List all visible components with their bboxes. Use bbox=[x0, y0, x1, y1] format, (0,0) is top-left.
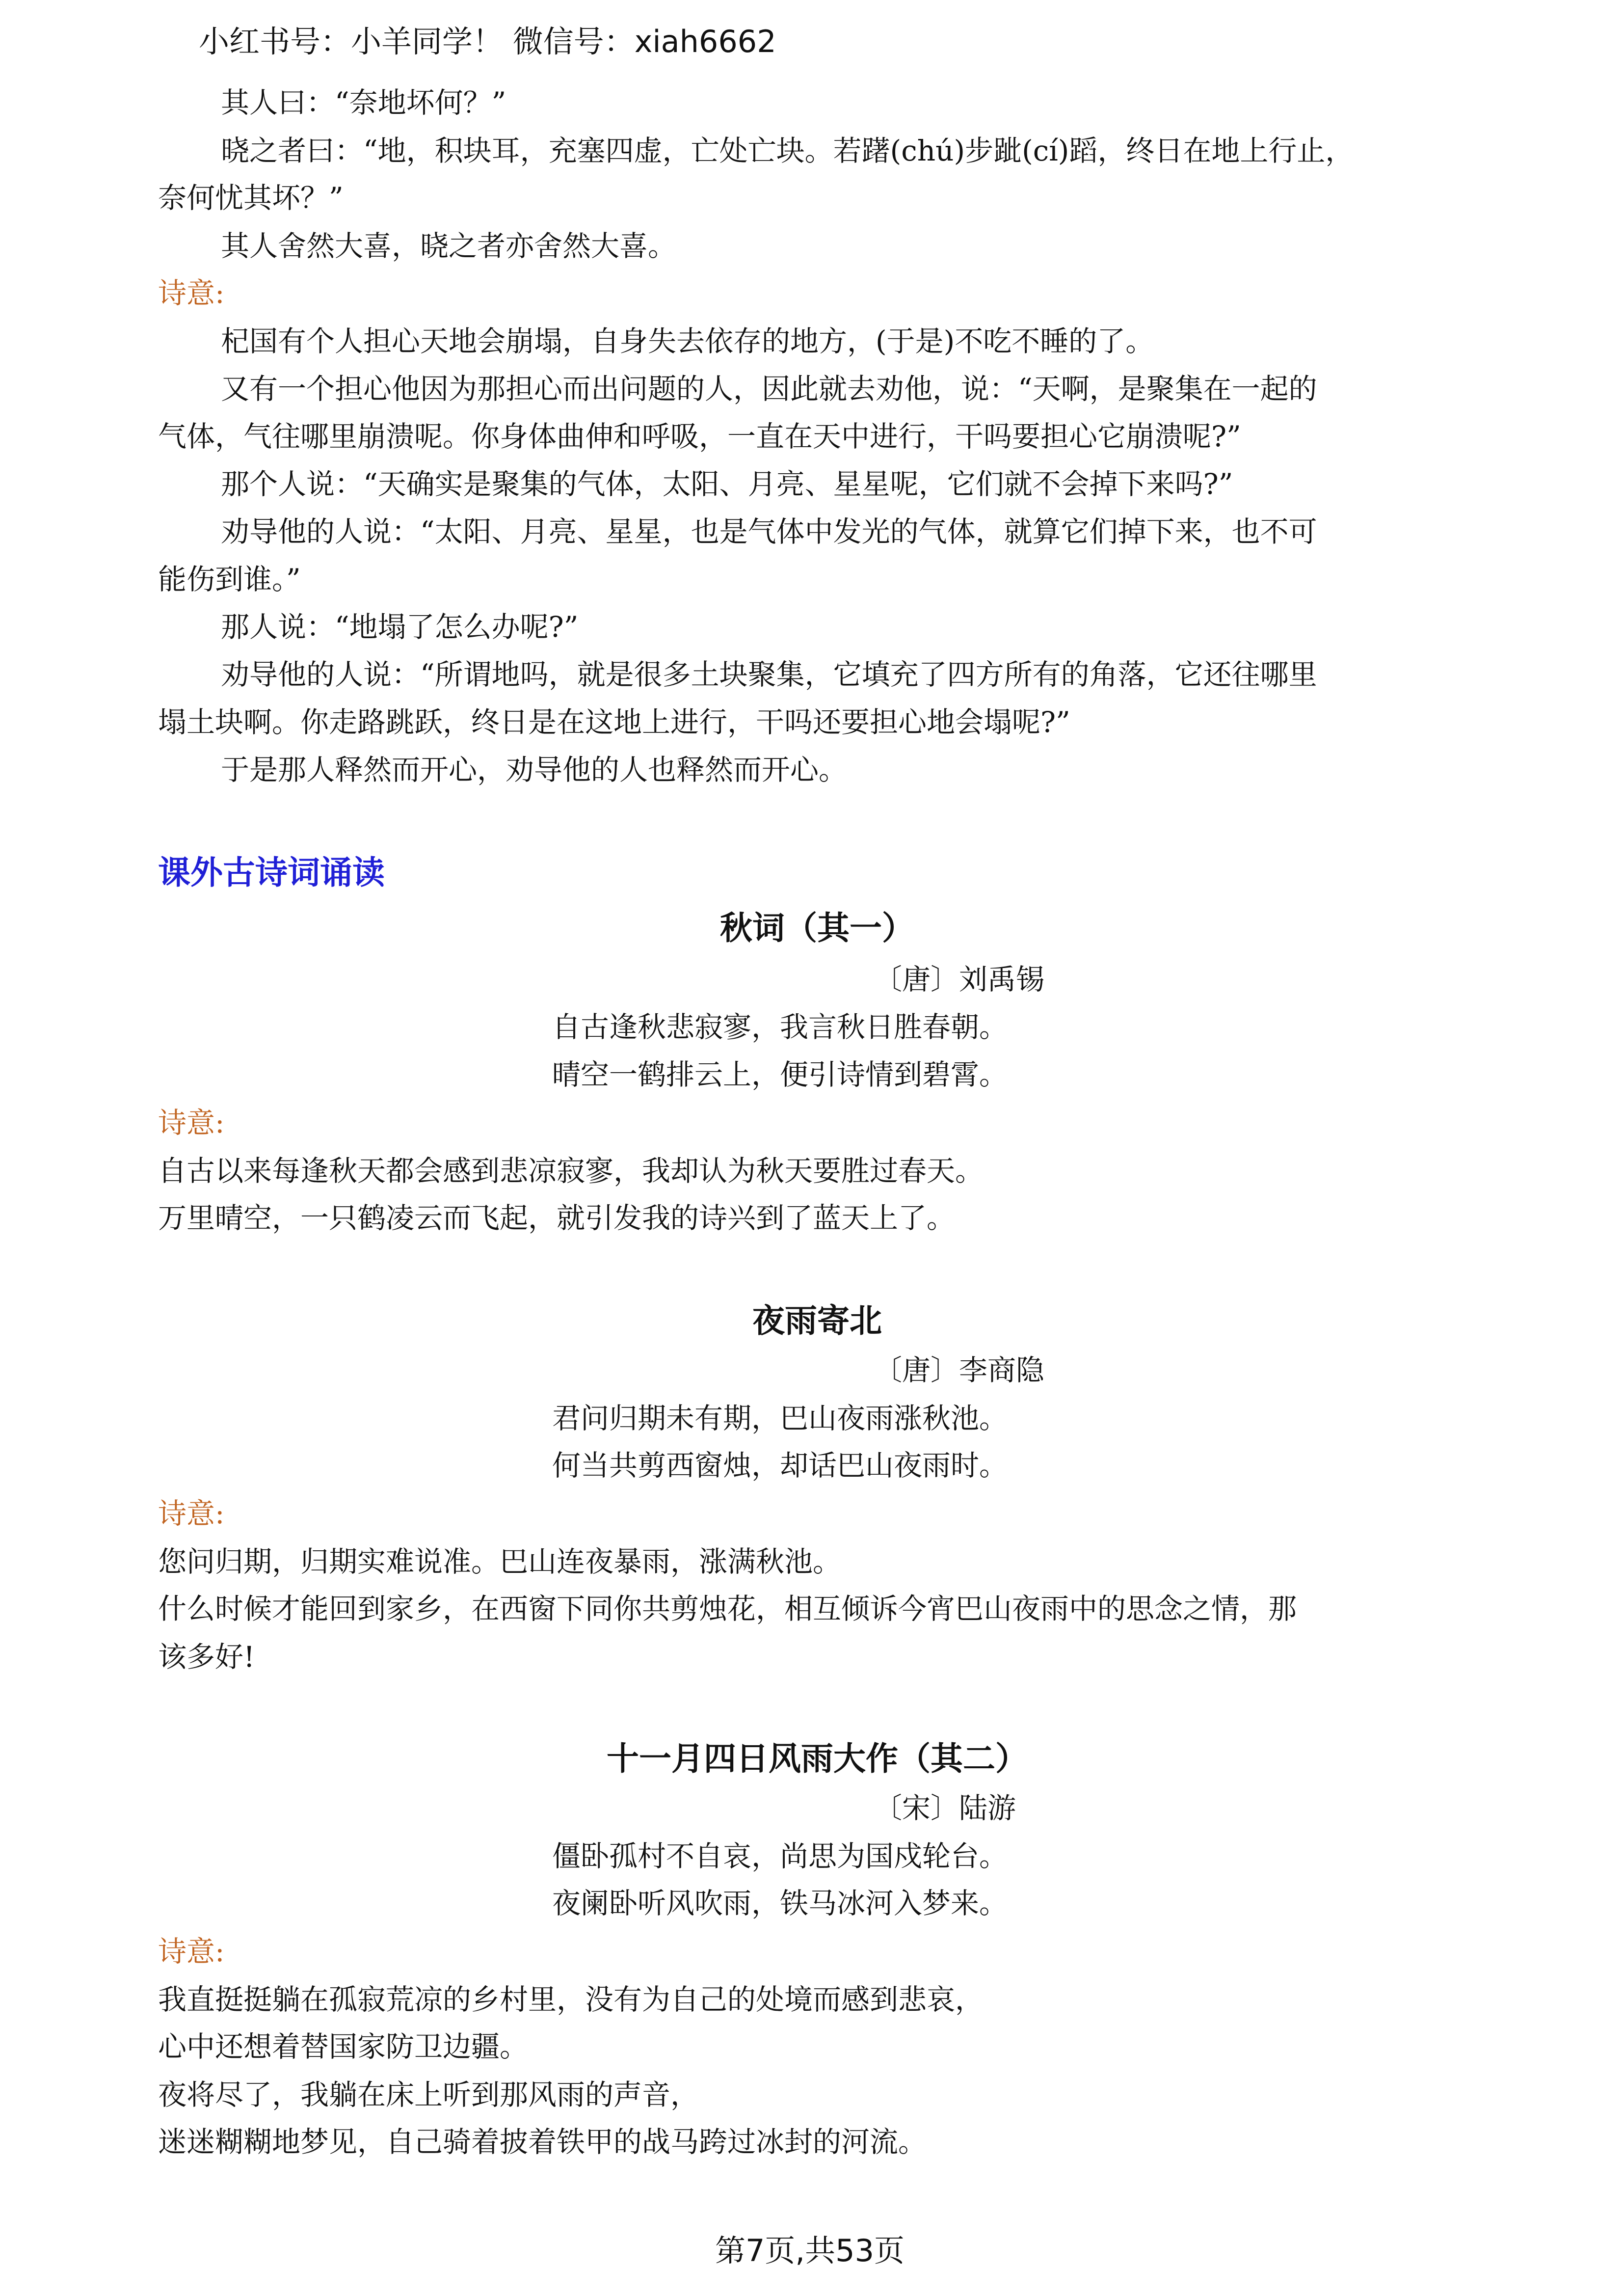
translation-line: 杞国有个人担心天地会崩塌，自身失去依存的地方，(于是)不吃不睡的了。 bbox=[221, 324, 1154, 358]
translation-line: 那个人说：“天确实是聚集的气体，太阳、月亮、星星呢，它们就不会掉下来吗?” bbox=[221, 467, 1233, 501]
story-line: 晓之者曰：“地，积块耳，充塞四虚，亡处亡块。若躇(chú)步跐(cí)蹈，终日在地上行止， bbox=[221, 134, 1354, 167]
translation-line: 劝导他的人说：“所谓地吗，就是很多土块聚集，它填充了四方所有的角落，它还往哪里 bbox=[221, 658, 1317, 691]
meaning-label: 诗意: bbox=[158, 276, 225, 310]
watermark-header: 小红书号：小羊同学！ 微信号：xiah6662 bbox=[199, 24, 776, 59]
translation-line: 那人说：“地塌了怎么办呢?” bbox=[221, 610, 579, 644]
translation-line: 塌土块啊。你走路跳跃，终日是在这地上进行，干吗还要担心地会塌呢?” bbox=[158, 705, 1070, 739]
meaning-line: 迷迷糊糊地梦见，自己骑着披着铁甲的战马跨过冰封的河流。 bbox=[158, 2125, 927, 2159]
meaning-line: 万里晴空，一只鹤凌云而飞起，就引发我的诗兴到了蓝天上了。 bbox=[158, 1201, 956, 1235]
translation-line: 又有一个担心他因为那担心而出问题的人，因此就去劝他，说：“天啊，是聚集在一起的 bbox=[221, 372, 1317, 405]
poem-author: 〔唐〕李商隐 bbox=[874, 1353, 1045, 1387]
poem-title: 秋词（其一） bbox=[720, 909, 914, 947]
meaning-line: 该多好! bbox=[158, 1640, 255, 1674]
meaning-line: 自古以来每逢秋天都会感到悲凉寂寥，我却认为秋天要胜过春天。 bbox=[158, 1154, 984, 1188]
poem-title: 十一月四日风雨大作（其二） bbox=[607, 1739, 1028, 1778]
story-line: 其人曰：“奈地坏何？” bbox=[221, 86, 506, 119]
translation-line: 于是那人释然而开心，劝导他的人也释然而开心。 bbox=[221, 753, 848, 786]
story-line: 奈何忧其坏？” bbox=[158, 181, 344, 215]
meaning-label: 诗意: bbox=[158, 1497, 225, 1530]
meaning-line: 我直挺挺躺在孤寂荒凉的乡村里，没有为自己的处境而感到悲哀， bbox=[158, 1983, 984, 2016]
poem-line: 自古逢秋悲寂寥，我言秋日胜春朝。 bbox=[552, 1010, 1008, 1044]
section-title: 课外古诗词诵读 bbox=[158, 854, 385, 891]
meaning-label: 诗意: bbox=[158, 1935, 225, 1968]
translation-line: 气体，气往哪里崩溃呢。你身体曲伸和呼吸，一直在天中进行，干吗要担心它崩溃呢?” bbox=[158, 420, 1241, 453]
page-number: 第7页,共53页 bbox=[715, 2233, 905, 2269]
poem-line: 晴空一鹤排云上，便引诗情到碧霄。 bbox=[552, 1058, 1008, 1091]
poem-line: 夜阑卧听风吹雨，铁马冰河入梦来。 bbox=[552, 1887, 1008, 1920]
poem-author: 〔宋〕陆游 bbox=[874, 1791, 1016, 1825]
meaning-line: 您问归期，归期实难说准。巴山连夜暴雨，涨满秋池。 bbox=[158, 1545, 842, 1578]
poem-line: 君问归期未有期，巴山夜雨涨秋池。 bbox=[552, 1402, 1008, 1435]
meaning-label: 诗意: bbox=[158, 1106, 225, 1139]
poem-line: 何当共剪西窗烛，却话巴山夜雨时。 bbox=[552, 1449, 1008, 1482]
poem-line: 僵卧孤村不自哀，尚思为国戍轮台。 bbox=[552, 1839, 1008, 1873]
poem-title: 夜雨寄北 bbox=[752, 1301, 882, 1340]
meaning-line: 夜将尽了，我躺在床上听到那风雨的声音， bbox=[158, 2078, 699, 2111]
meaning-line: 心中还想着替国家防卫边疆。 bbox=[158, 2030, 529, 2063]
translation-line: 劝导他的人说：“太阳、月亮、星星，也是气体中发光的气体，就算它们掉下来，也不可 bbox=[221, 515, 1317, 548]
poem-author: 〔唐〕刘禹锡 bbox=[874, 963, 1045, 996]
translation-line: 能伤到谁。” bbox=[158, 563, 301, 596]
meaning-line: 什么时候才能回到家乡，在西窗下同你共剪烛花，相互倾诉今宵巴山夜雨中的思念之情，那 bbox=[158, 1592, 1297, 1625]
story-line: 其人舍然大喜，晓之者亦舍然大喜。 bbox=[221, 229, 677, 263]
